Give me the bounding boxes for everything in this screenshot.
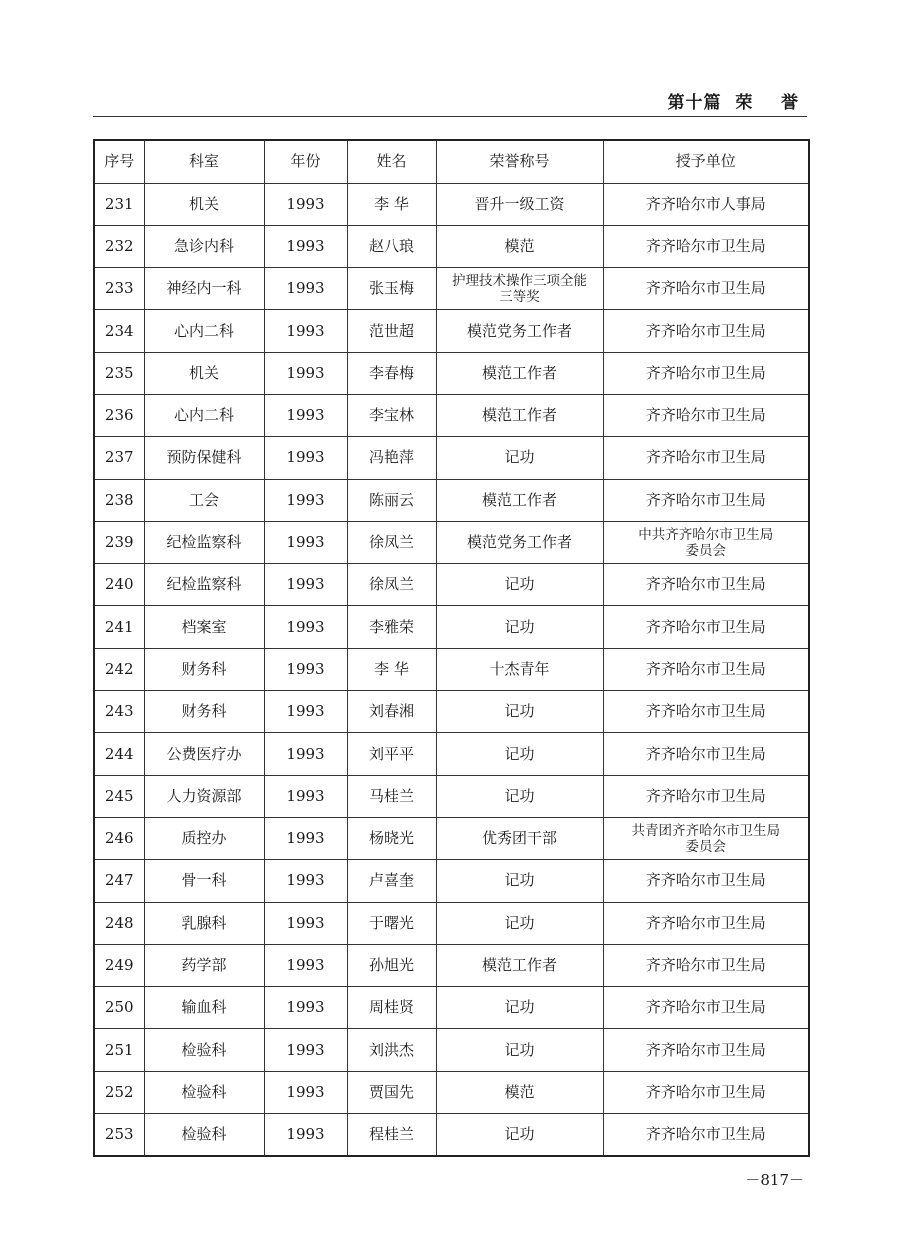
cell-name: 刘洪杰 — [347, 1029, 436, 1071]
cell-year: 1993 — [264, 944, 347, 986]
cell-year: 1993 — [264, 521, 347, 563]
cell-awarding-unit: 齐齐哈尔市卫生局 — [603, 987, 809, 1029]
cell-name: 范世超 — [347, 310, 436, 352]
table-row — [94, 437, 809, 479]
table-row — [94, 902, 809, 944]
table-row — [94, 394, 809, 436]
cell-department: 检验科 — [144, 1029, 264, 1071]
cell-year: 1993 — [264, 268, 347, 310]
cell-awarding-unit: 齐齐哈尔市卫生局 — [603, 564, 809, 606]
cell-department: 公费医疗办 — [144, 733, 264, 775]
table-row — [94, 521, 809, 563]
cell-index: 235 — [94, 352, 144, 394]
cell-awarding-unit: 齐齐哈尔市卫生局 — [603, 268, 809, 310]
cell-year: 1993 — [264, 1029, 347, 1071]
cell-honor: 记功 — [436, 775, 603, 817]
cell-awarding-unit: 齐齐哈尔市卫生局 — [603, 944, 809, 986]
cell-awarding-unit: 齐齐哈尔市卫生局 — [603, 310, 809, 352]
cell-awarding-unit: 共青团齐齐哈尔市卫生局 委员会 — [603, 817, 809, 859]
cell-index: 247 — [94, 860, 144, 902]
column-header-index: 序号 — [94, 140, 144, 183]
cell-year: 1993 — [264, 775, 347, 817]
table-row — [94, 183, 809, 225]
cell-name: 徐凤兰 — [347, 564, 436, 606]
table-row — [94, 648, 809, 690]
cell-honor: 记功 — [436, 691, 603, 733]
cell-index: 252 — [94, 1071, 144, 1113]
cell-honor: 十杰青年 — [436, 648, 603, 690]
cell-year: 1993 — [264, 479, 347, 521]
table-row — [94, 225, 809, 267]
cell-honor: 记功 — [436, 860, 603, 902]
cell-awarding-unit: 齐齐哈尔市人事局 — [603, 183, 809, 225]
cell-honor: 模范工作者 — [436, 944, 603, 986]
cell-year: 1993 — [264, 352, 347, 394]
cell-department: 输血科 — [144, 987, 264, 1029]
cell-year: 1993 — [264, 648, 347, 690]
table-row — [94, 352, 809, 394]
cell-department: 心内二科 — [144, 394, 264, 436]
cell-honor: 模范 — [436, 1071, 603, 1113]
cell-index: 236 — [94, 394, 144, 436]
cell-name: 李春梅 — [347, 352, 436, 394]
cell-name: 杨晓光 — [347, 817, 436, 859]
cell-department: 人力资源部 — [144, 775, 264, 817]
cell-honor: 模范工作者 — [436, 479, 603, 521]
cell-year: 1993 — [264, 860, 347, 902]
cell-department: 检验科 — [144, 1114, 264, 1156]
cell-awarding-unit: 齐齐哈尔市卫生局 — [603, 860, 809, 902]
cell-name: 赵八琅 — [347, 225, 436, 267]
cell-name: 马桂兰 — [347, 775, 436, 817]
cell-name: 李 华 — [347, 648, 436, 690]
cell-honor: 护理技术操作三项全能 三等奖 — [436, 268, 603, 310]
cell-honor: 记功 — [436, 733, 603, 775]
cell-year: 1993 — [264, 183, 347, 225]
cell-year: 1993 — [264, 817, 347, 859]
cell-year: 1993 — [264, 606, 347, 648]
cell-index: 238 — [94, 479, 144, 521]
column-header-honor: 荣誉称号 — [436, 140, 603, 183]
cell-name: 陈丽云 — [347, 479, 436, 521]
cell-awarding-unit: 齐齐哈尔市卫生局 — [603, 733, 809, 775]
cell-honor: 记功 — [436, 606, 603, 648]
table-row — [94, 564, 809, 606]
cell-index: 250 — [94, 987, 144, 1029]
cell-index: 248 — [94, 902, 144, 944]
cell-awarding-unit: 齐齐哈尔市卫生局 — [603, 648, 809, 690]
cell-name: 刘平平 — [347, 733, 436, 775]
table-body — [94, 183, 809, 1156]
cell-honor: 模范工作者 — [436, 352, 603, 394]
cell-year: 1993 — [264, 225, 347, 267]
cell-year: 1993 — [264, 691, 347, 733]
cell-awarding-unit: 齐齐哈尔市卫生局 — [603, 691, 809, 733]
cell-awarding-unit: 齐齐哈尔市卫生局 — [603, 1114, 809, 1156]
cell-honor: 记功 — [436, 987, 603, 1029]
cell-name: 李 华 — [347, 183, 436, 225]
table-header-row — [94, 140, 809, 183]
cell-index: 243 — [94, 691, 144, 733]
cell-year: 1993 — [264, 310, 347, 352]
cell-awarding-unit: 中共齐齐哈尔市卫生局 委员会 — [603, 521, 809, 563]
cell-name: 卢喜奎 — [347, 860, 436, 902]
cell-awarding-unit: 齐齐哈尔市卫生局 — [603, 394, 809, 436]
cell-department: 财务科 — [144, 648, 264, 690]
table-row — [94, 268, 809, 310]
cell-index: 251 — [94, 1029, 144, 1071]
table-row — [94, 479, 809, 521]
cell-year: 1993 — [264, 733, 347, 775]
cell-honor: 优秀团干部 — [436, 817, 603, 859]
cell-honor: 模范党务工作者 — [436, 310, 603, 352]
cell-honor: 模范工作者 — [436, 394, 603, 436]
table-row — [94, 1029, 809, 1071]
cell-name: 贾国先 — [347, 1071, 436, 1113]
cell-index: 244 — [94, 733, 144, 775]
table-row — [94, 987, 809, 1029]
cell-index: 241 — [94, 606, 144, 648]
column-header-awarding-unit: 授予单位 — [603, 140, 809, 183]
cell-year: 1993 — [264, 987, 347, 1029]
cell-year: 1993 — [264, 1071, 347, 1113]
cell-honor: 记功 — [436, 437, 603, 479]
section-title: 第十篇 荣 誉 — [667, 93, 799, 113]
cell-index: 246 — [94, 817, 144, 859]
cell-index: 245 — [94, 775, 144, 817]
cell-department: 检验科 — [144, 1071, 264, 1113]
cell-name: 程桂兰 — [347, 1114, 436, 1156]
cell-awarding-unit: 齐齐哈尔市卫生局 — [603, 479, 809, 521]
table-row — [94, 817, 809, 859]
cell-awarding-unit: 齐齐哈尔市卫生局 — [603, 437, 809, 479]
cell-name: 于曙光 — [347, 902, 436, 944]
cell-name: 李雅荣 — [347, 606, 436, 648]
cell-honor: 记功 — [436, 564, 603, 606]
cell-department: 档案室 — [144, 606, 264, 648]
cell-year: 1993 — [264, 394, 347, 436]
cell-department: 纪检监察科 — [144, 564, 264, 606]
cell-index: 237 — [94, 437, 144, 479]
cell-awarding-unit: 齐齐哈尔市卫生局 — [603, 606, 809, 648]
column-header-name: 姓名 — [347, 140, 436, 183]
cell-index: 239 — [94, 521, 144, 563]
cell-department: 工会 — [144, 479, 264, 521]
table-row — [94, 1114, 809, 1156]
cell-year: 1993 — [264, 437, 347, 479]
cell-index: 232 — [94, 225, 144, 267]
cell-awarding-unit: 齐齐哈尔市卫生局 — [603, 775, 809, 817]
cell-name: 徐凤兰 — [347, 521, 436, 563]
cell-department: 神经内一科 — [144, 268, 264, 310]
cell-index: 234 — [94, 310, 144, 352]
cell-awarding-unit: 齐齐哈尔市卫生局 — [603, 225, 809, 267]
cell-name: 周桂贤 — [347, 987, 436, 1029]
table-row — [94, 606, 809, 648]
cell-awarding-unit: 齐齐哈尔市卫生局 — [603, 1029, 809, 1071]
cell-awarding-unit: 齐齐哈尔市卫生局 — [603, 352, 809, 394]
cell-name: 冯艳萍 — [347, 437, 436, 479]
cell-awarding-unit: 齐齐哈尔市卫生局 — [603, 902, 809, 944]
cell-year: 1993 — [264, 564, 347, 606]
cell-department: 质控办 — [144, 817, 264, 859]
table-row — [94, 775, 809, 817]
cell-name: 孙旭光 — [347, 944, 436, 986]
page-number: －817－ — [745, 1171, 804, 1189]
table-row — [94, 860, 809, 902]
cell-department: 纪检监察科 — [144, 521, 264, 563]
table-row — [94, 691, 809, 733]
cell-department: 心内二科 — [144, 310, 264, 352]
cell-department: 预防保健科 — [144, 437, 264, 479]
cell-index: 231 — [94, 183, 144, 225]
cell-index: 249 — [94, 944, 144, 986]
cell-department: 乳腺科 — [144, 902, 264, 944]
cell-index: 233 — [94, 268, 144, 310]
cell-name: 张玉梅 — [347, 268, 436, 310]
cell-year: 1993 — [264, 1114, 347, 1156]
honors-table — [93, 139, 810, 1157]
cell-department: 机关 — [144, 183, 264, 225]
cell-department: 财务科 — [144, 691, 264, 733]
cell-honor: 记功 — [436, 902, 603, 944]
cell-name: 刘春湘 — [347, 691, 436, 733]
table-row — [94, 310, 809, 352]
cell-department: 机关 — [144, 352, 264, 394]
table-row — [94, 944, 809, 986]
cell-index: 240 — [94, 564, 144, 606]
cell-honor: 记功 — [436, 1029, 603, 1071]
cell-index: 253 — [94, 1114, 144, 1156]
cell-department: 骨一科 — [144, 860, 264, 902]
cell-awarding-unit: 齐齐哈尔市卫生局 — [603, 1071, 809, 1113]
table-row — [94, 1071, 809, 1113]
table-row — [94, 733, 809, 775]
cell-index: 242 — [94, 648, 144, 690]
cell-honor: 晋升一级工资 — [436, 183, 603, 225]
cell-name: 李宝林 — [347, 394, 436, 436]
cell-honor: 模范 — [436, 225, 603, 267]
column-header-year: 年份 — [264, 140, 347, 183]
cell-department: 药学部 — [144, 944, 264, 986]
cell-honor: 模范党务工作者 — [436, 521, 603, 563]
cell-department: 急诊内科 — [144, 225, 264, 267]
cell-honor: 记功 — [436, 1114, 603, 1156]
column-header-department: 科室 — [144, 140, 264, 183]
running-header — [93, 84, 807, 117]
cell-year: 1993 — [264, 902, 347, 944]
